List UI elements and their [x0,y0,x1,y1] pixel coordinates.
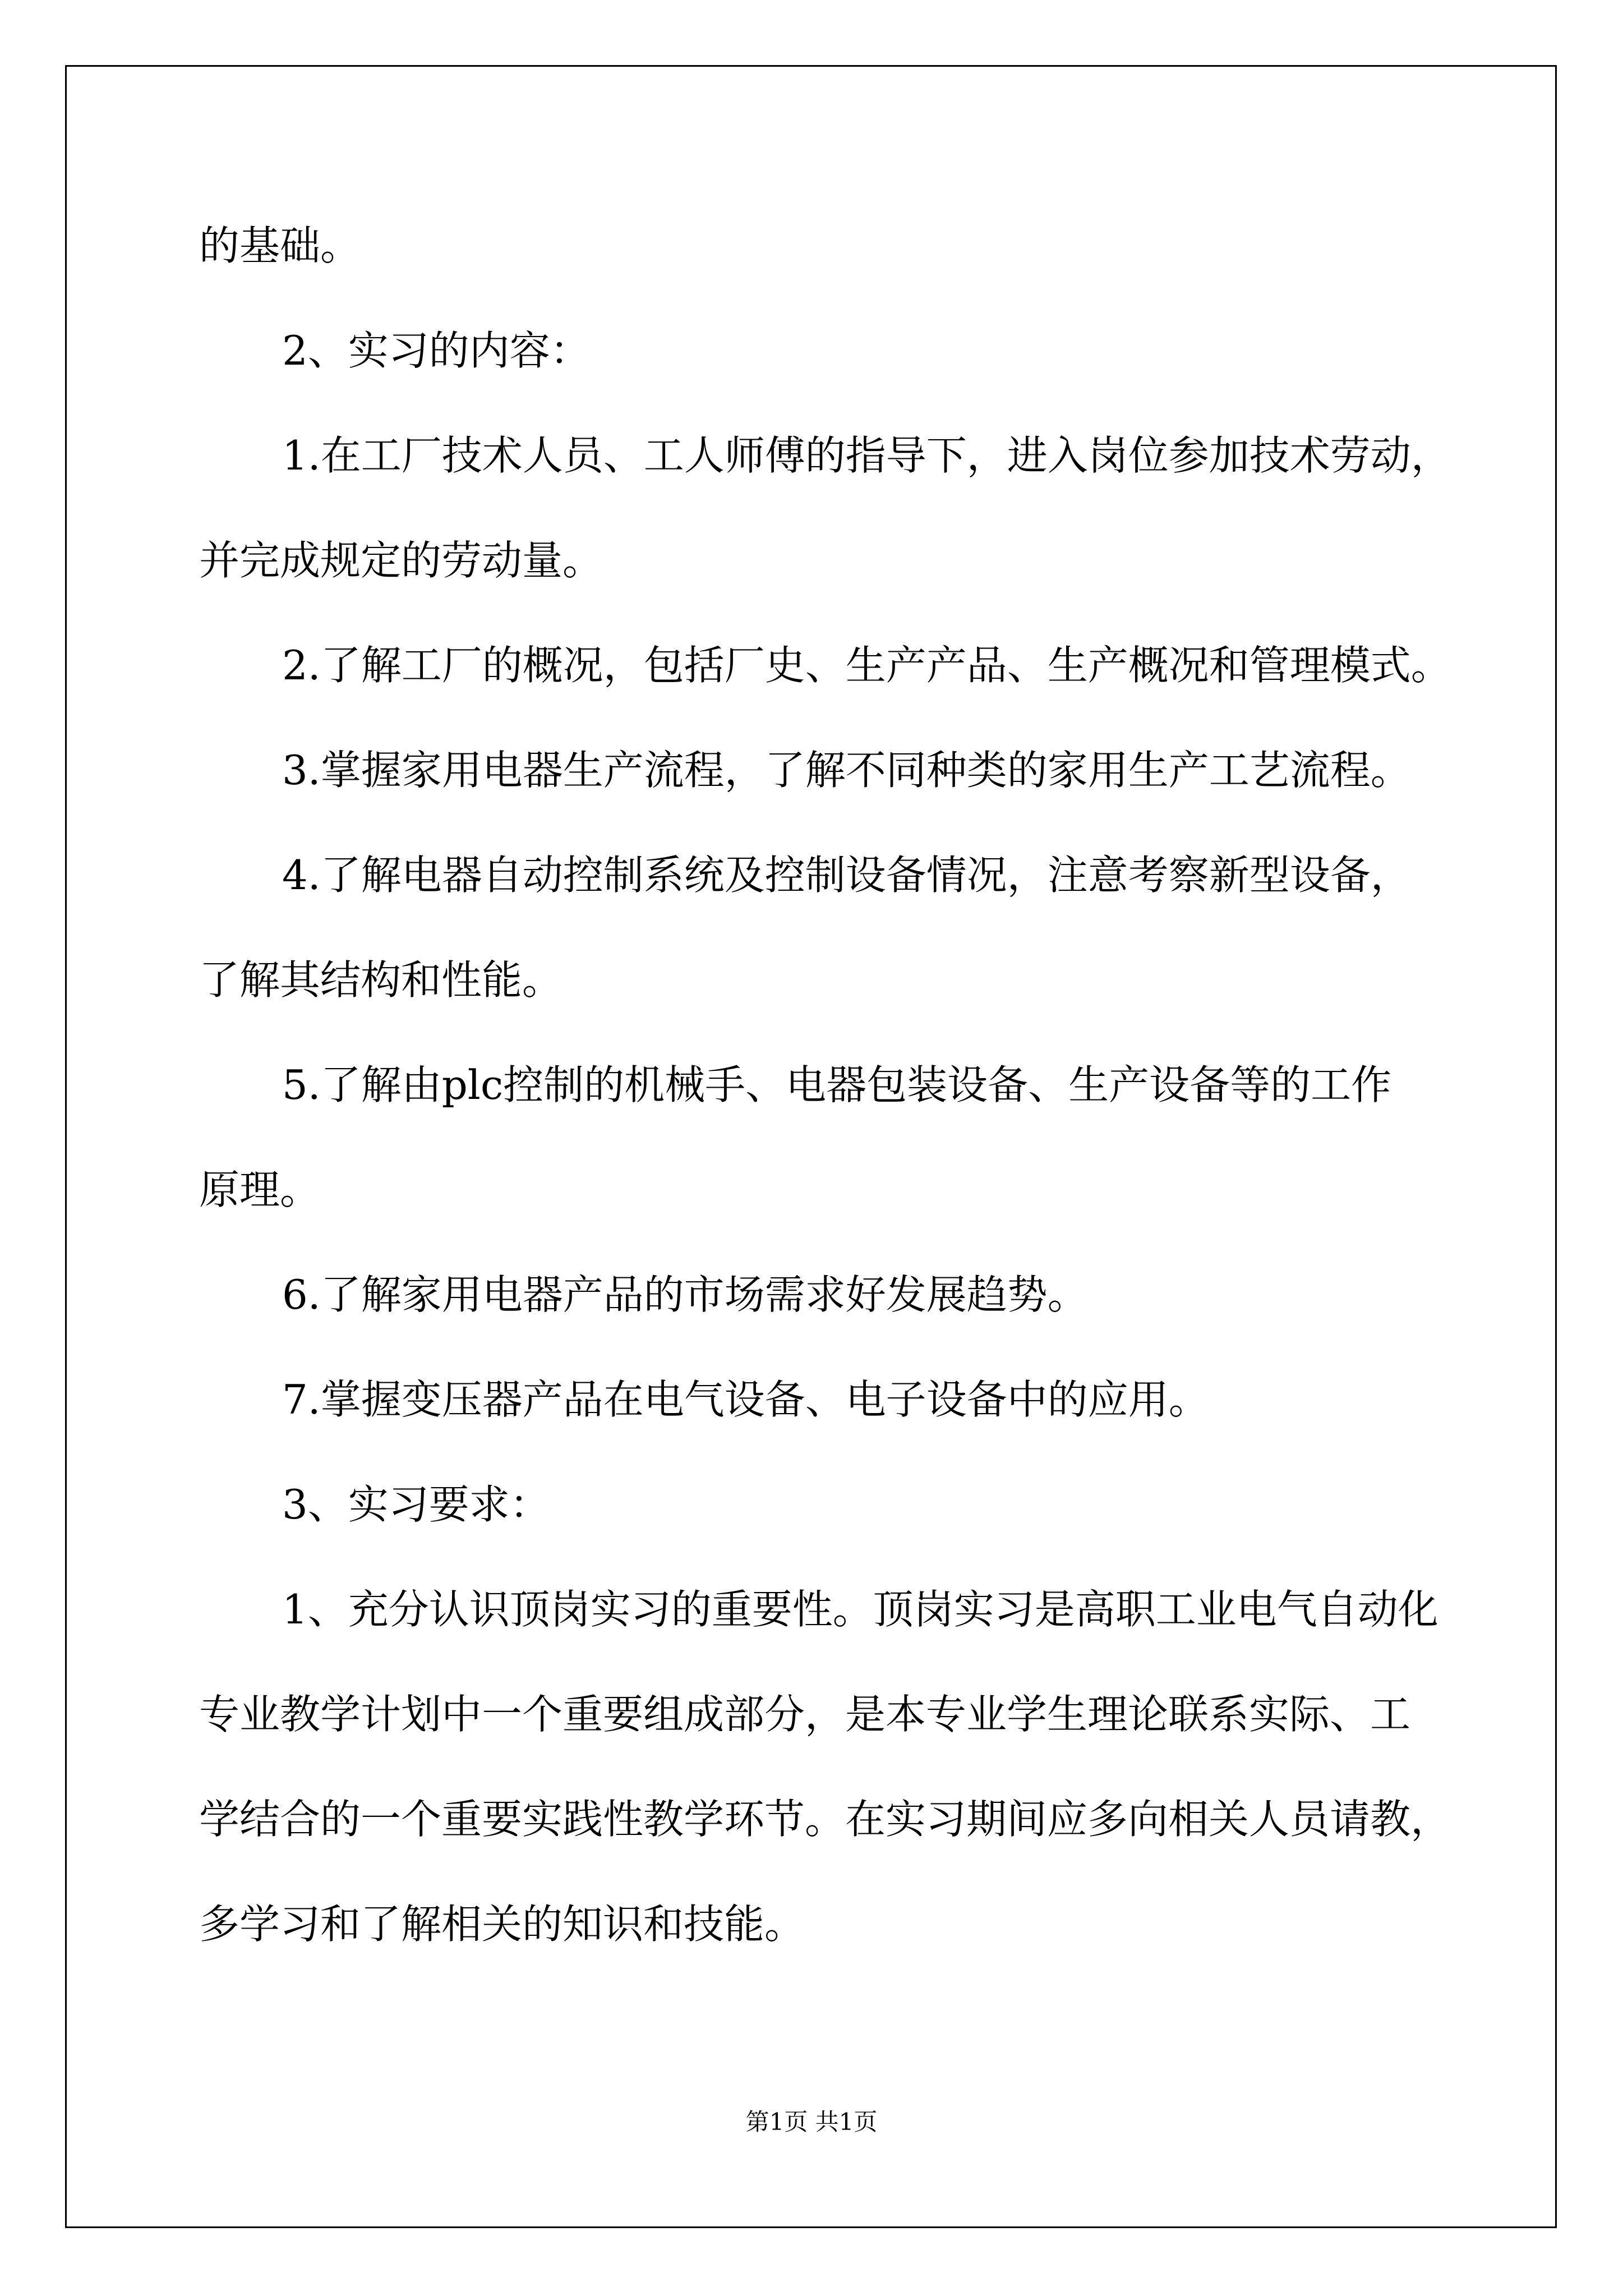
paragraph [199,212,1489,317]
section-heading [199,317,1489,422]
paragraph [199,1051,1489,1261]
section-heading [199,1471,1489,1576]
text-line: 5.了解由plc控制的机械手、电器包装设备、生产设备等的工作 [282,1061,1392,1108]
text-line: 1.在工厂技术人员、工人师傅的指导下，进入岗位参加技术劳动， [282,432,1451,479]
text-line: 7.掌握变压器产品在电气设备、电子设备中的应用。 [282,1376,1209,1423]
text-line: 6.了解家用电器产品的市场需求好发展趋势。 [282,1271,1088,1318]
text-line: 多学习和了解相关的知识和技能。 [199,1901,805,1948]
paragraph [199,737,1489,841]
paragraph [199,422,1489,632]
paragraph [199,841,1489,1051]
text-line: 专业教学计划中一个重要组成部分，是本专业学生理论联系实际、工 [199,1691,1411,1738]
text-line: 1、充分认识顶岗实习的重要性。顶岗实习是高职工业电气自动化 [282,1586,1438,1633]
text-line: 3、实习要求： [282,1481,550,1528]
text-line: 的基础。 [199,222,361,269]
text-line: 3.掌握家用电器生产流程，了解不同种类的家用生产工艺流程。 [282,747,1411,794]
text-line: 4.了解电器自动控制系统及控制设备情况，注意考察新型设备， [282,852,1411,899]
text-line: 2.了解工厂的概况，包括厂史、生产产品、生产概况和管理模式。 [282,642,1451,689]
text-line: 并完成规定的劳动量。 [199,537,603,584]
paragraph [199,1576,1489,1995]
text-line: 2、实习的内容： [282,327,591,374]
text-line: 学结合的一个重要实践性教学环节。在实习期间应多向相关人员请教， [199,1796,1451,1843]
paragraph [199,1261,1489,1366]
page-number-footer: 第1页 共1页 [745,2108,878,2136]
paragraph [199,632,1489,737]
document-body [199,212,1489,1995]
paragraph [199,1366,1489,1471]
text-line: 原理。 [199,1166,321,1213]
text-line: 了解其结构和性能。 [199,956,563,1004]
